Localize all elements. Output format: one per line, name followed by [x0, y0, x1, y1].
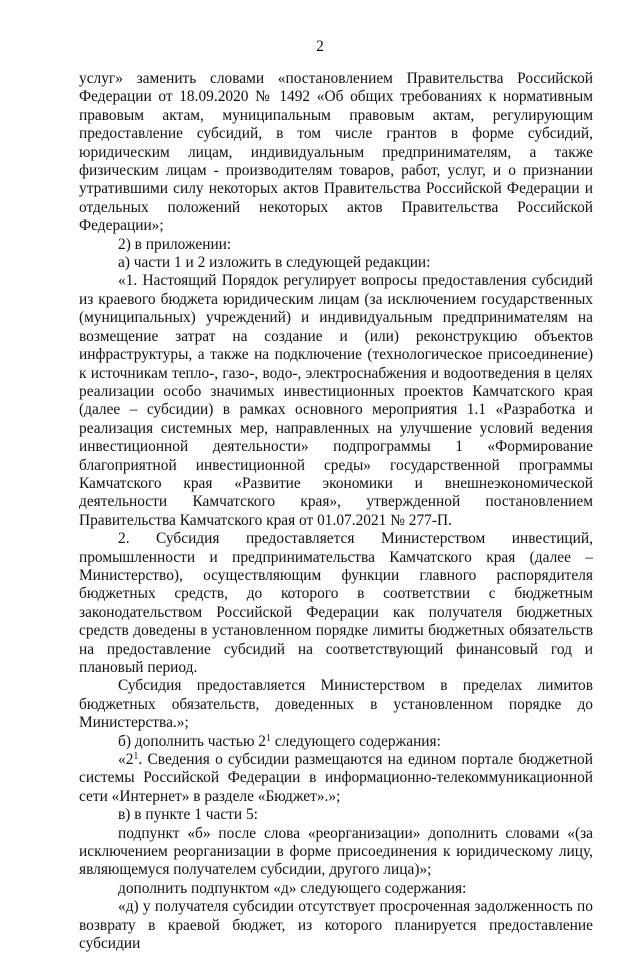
paragraph-5: 2. Субсидия предоставляется Министерством инвестиций, промышленности и предпринимательства Камчатского края (далее – Министерство), осуществляющим функции главного распорядителя бюджетных средств, до которого в соответствии с бюджетным законодательством Российской Федерации как получателя бюджетных средств доведены в установленном порядке лимиты бюджетных обязательств на предоставление субсидий на соответствующий финансовый год и плановый период.: [79, 530, 593, 676]
paragraph-4: «1. Настоящий Порядок регулирует вопросы предоставления субсидий из краевого бюджета юридическим лицам (за исключением государственных (муниципальных) учреждений) и индивидуальным предпринимателям на возмещение затрат на создание и (или) реконструкцию объектов инфраструктуры, а также на подключение (технологическое присоединение) к источникам тепло-, газо-, водо-, электроснабжения и водоотведения в целях реализации особо значимых инвестиционных проектов Камчатского края (далее – субсидии) в рамках основного мероприятия 1.1 «Разработка и реализация системных мер, направленных на улучшение условий ведения инвестиционной деятельности» подпрограммы 1 «Формирование благоприятной инвестиционной среды» государственной программы Камчатского края «Развитие экономики и внешнеэкономической деятельности Камчатского края», утвержденной постановлением Правительства Камчатского края от 01.07.2021 № 277-П.: [79, 272, 593, 529]
page-number: 2: [316, 38, 324, 55]
paragraph-9: в) в пункте 1 части 5:: [118, 806, 258, 824]
paragraph-8-text: «2: [118, 751, 134, 769]
paragraph-6: Субсидия предоставляется Министерством в пределах лимитов бюджетных обязательств, доведенных в установленном порядке до Министерства.»;: [79, 677, 593, 732]
superscript-1: 1: [266, 732, 271, 744]
paragraph-7-text: б) дополнить частью 2: [118, 732, 266, 750]
paragraph-1: услуг» заменить словами «постановлением Правительства Российской Федерации от 18.09.2020 № 1492 «Об общих требованиях к нормативным правовым актам, муниципальным правовым актам, регулирующим предоставление субсидий, в том числе грантов в форме субсидий, юридическим лицам, индивидуальным предпринимателям, а также физическим лицам - производителям товаров, работ, услуг, и о признании утратившими силу некоторых актов Правительства Российской Федерации и отдельных положений некоторых актов Правительства Российской Федерации»;: [79, 70, 593, 235]
paragraph-7: [79, 733, 593, 751]
paragraph-2: 2) в приложении:: [118, 235, 232, 253]
paragraph-8: [79, 751, 593, 806]
paragraph-11: дополнить подпунктом «д» следующего содержания:: [118, 879, 467, 897]
document-body: [79, 70, 593, 954]
paragraph-7-text-end: следующего содержания:: [271, 732, 441, 750]
paragraph-10: подпункт «б» после слова «реорганизации» дополнить словами «(за исключением реорганизации в форме присоединения к юридическому лицу, являющемуся получателем субсидии, другого лица)»;: [79, 824, 593, 879]
paragraph-12: «д) у получателя субсидии отсутствует просроченная задолженность по возврату в краевой бюджет, из которого планируется предоставление субсидии: [79, 898, 593, 953]
superscript-2: 1: [133, 751, 139, 763]
paragraph-8-text-end: . Сведения о субсидии размещаются на едином портале бюджетной системы Российской Федерации в информационно-телекоммуникационной сети «Интернет» в разделе «Бюджет».»;: [79, 751, 593, 805]
paragraph-3: а) части 1 и 2 изложить в следующей редакции:: [118, 254, 431, 272]
